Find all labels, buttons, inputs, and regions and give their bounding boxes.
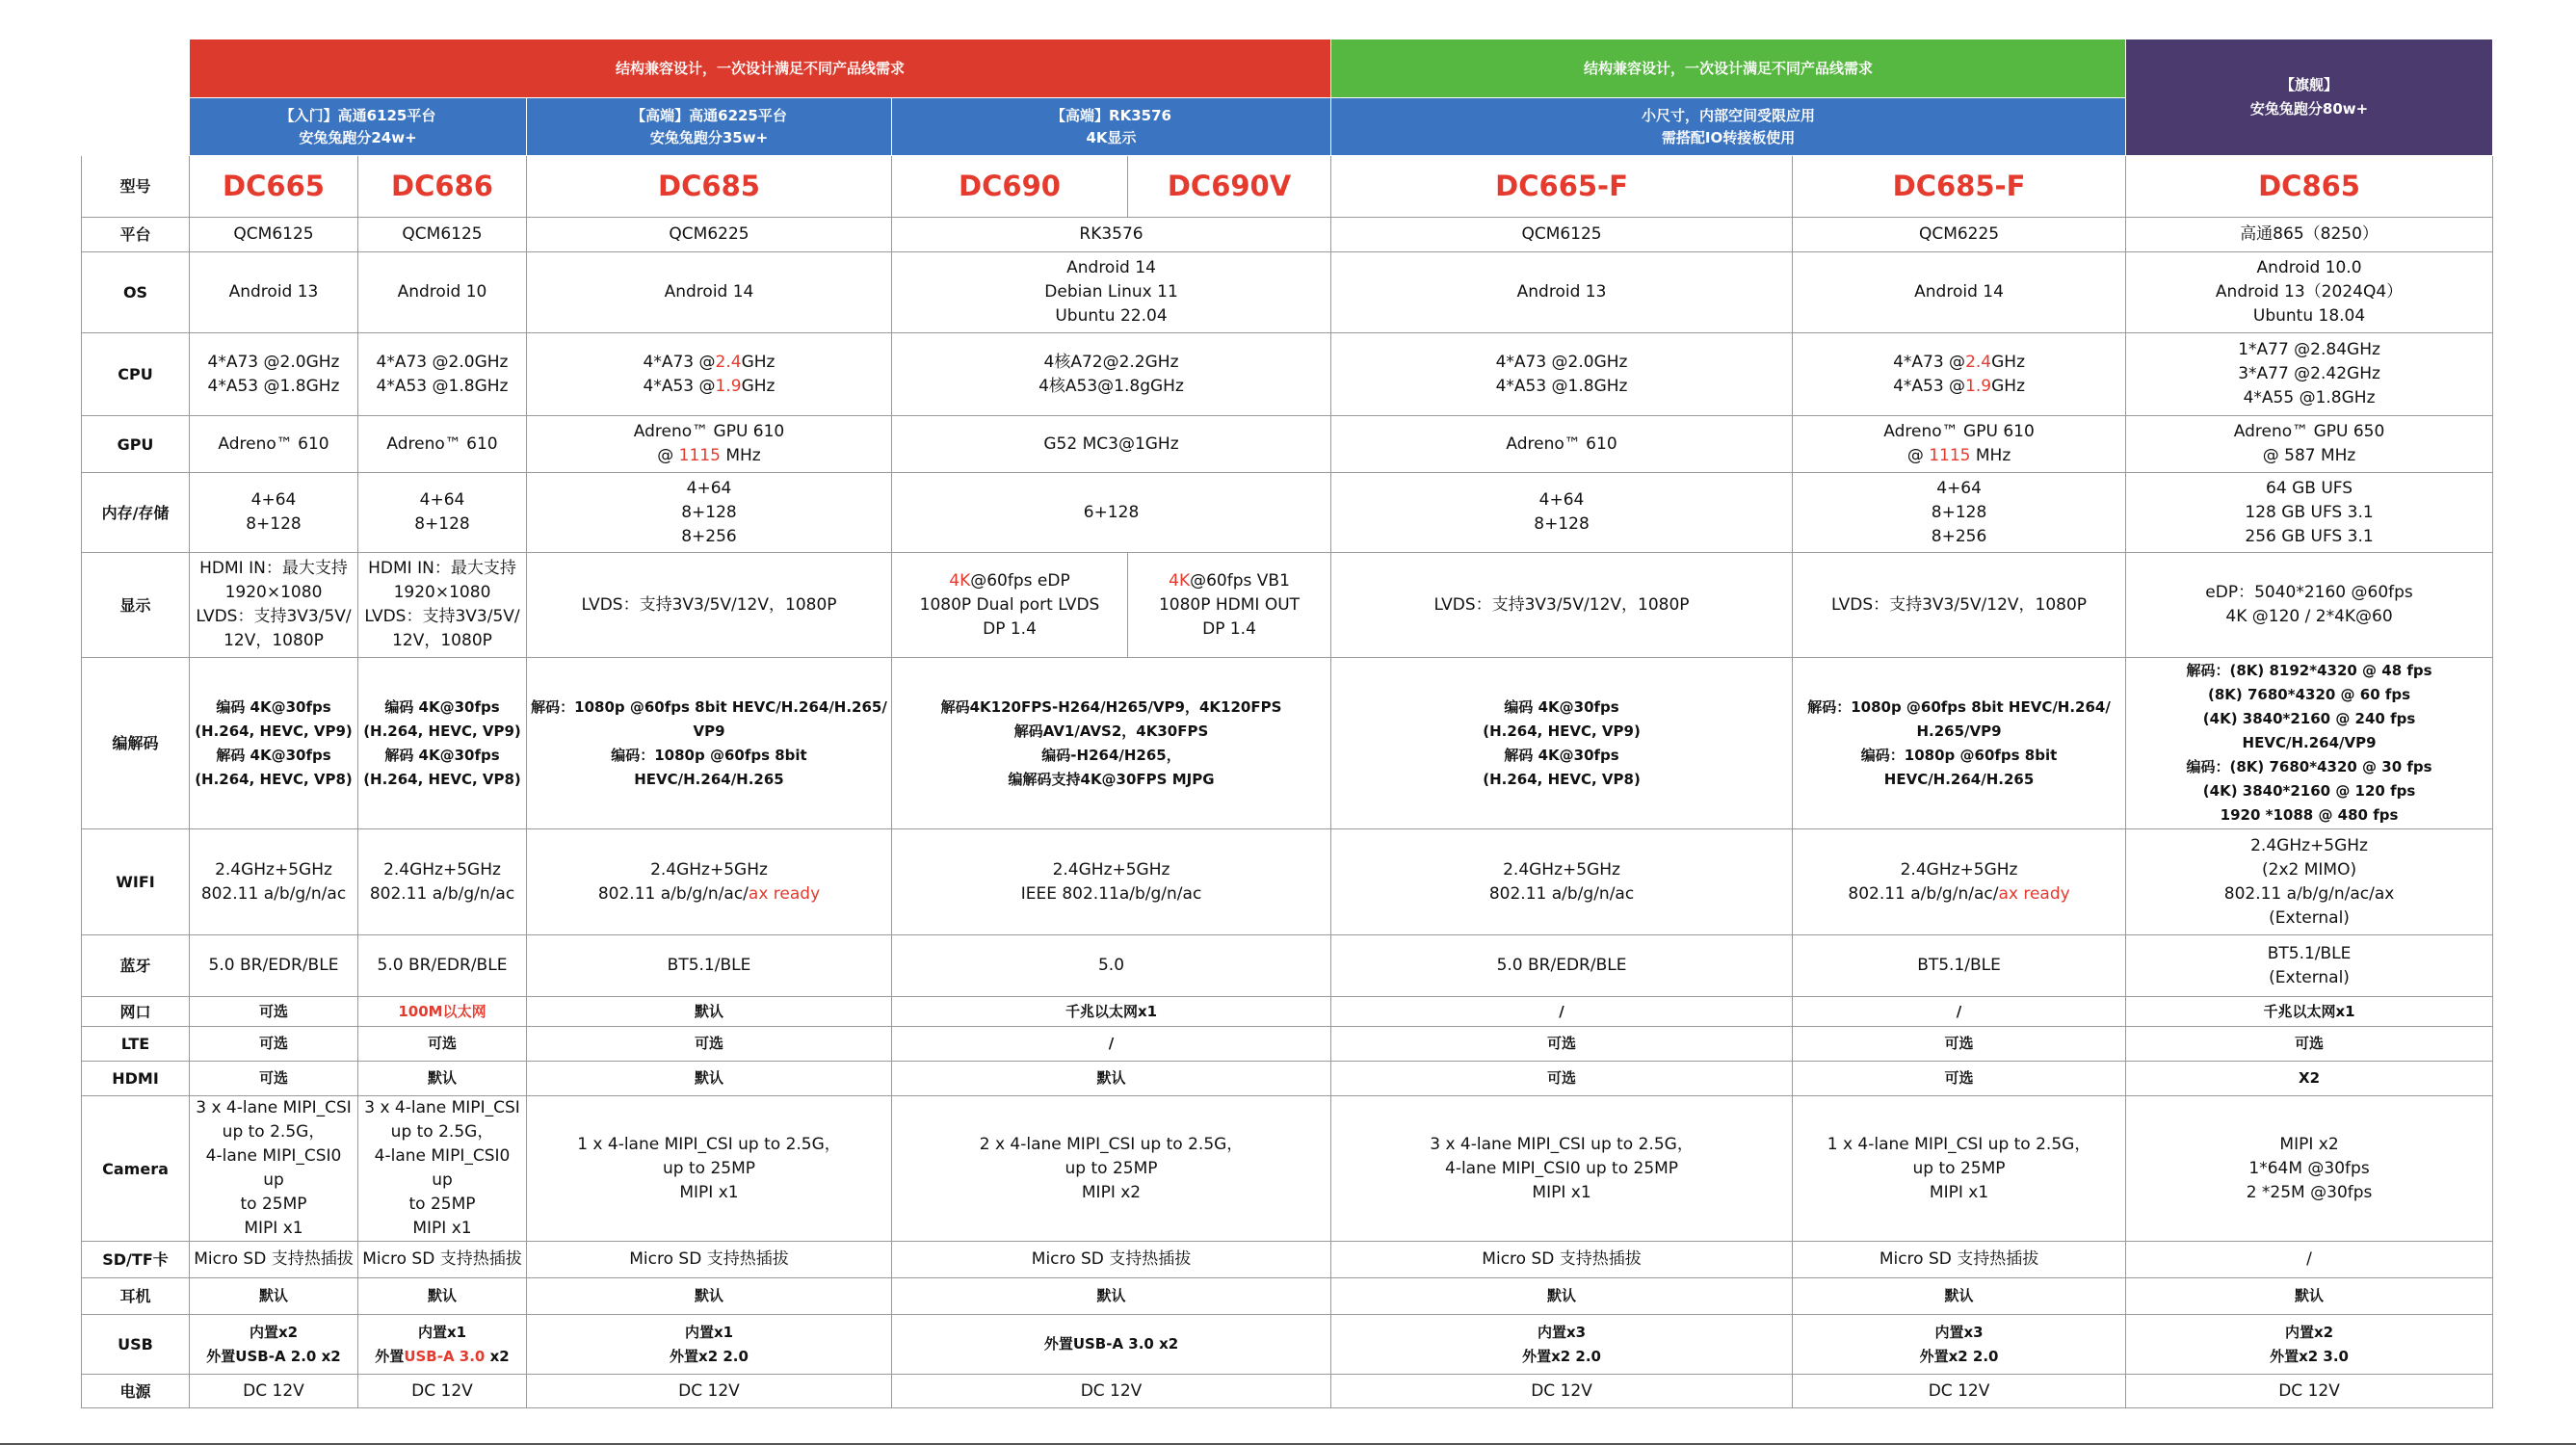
row-hdmi bbox=[82, 1062, 2493, 1096]
row-label-cpu: CPU bbox=[82, 333, 190, 416]
highlight-text: USB-A 3.0 bbox=[404, 1347, 486, 1365]
cell: DC 12V bbox=[527, 1375, 892, 1408]
text: 802.11 a/b/g/n/ac/ bbox=[1848, 883, 1999, 904]
cell: Micro SD 支持热插拔 bbox=[1793, 1242, 2126, 1278]
text: 2.4GHz+5GHz bbox=[1900, 859, 2018, 880]
cell: BT5.1/BLE bbox=[1793, 935, 2126, 997]
row-label-earphone: 耳机 bbox=[82, 1278, 190, 1315]
model-dc690v: DC690V bbox=[1128, 156, 1331, 218]
row-cpu bbox=[82, 333, 2493, 416]
text: @ bbox=[1906, 446, 1930, 465]
text: GHz bbox=[741, 376, 775, 396]
cell bbox=[1793, 416, 2126, 473]
cell: 4*A73 @2.0GHz 4*A53 @1.8GHz bbox=[1331, 333, 1793, 416]
row-earphone bbox=[82, 1278, 2493, 1315]
row-usb bbox=[82, 1315, 2493, 1375]
cell bbox=[358, 1315, 527, 1375]
row-label-bluetooth: 蓝牙 bbox=[82, 935, 190, 997]
cell: DC 12V bbox=[2126, 1375, 2493, 1408]
cell: 解码：(8K) 8192*4320 @ 48 fps (8K) 7680*4320 @ 60 fps (4K) 3840*2160 @ 240 fps HEVC/H.264/VP9 编码：(8K) 7680*4320 @ 30 fps (4K) 3840*2160 @ 120 fps 1920 *1088 @ 480 fps bbox=[2126, 658, 2493, 829]
cell: 4+64 8+128 bbox=[1331, 473, 1793, 553]
cell: BT5.1/BLE bbox=[527, 935, 892, 997]
row-ethernet bbox=[82, 997, 2493, 1027]
cell: 可选 bbox=[1793, 1027, 2126, 1062]
cell: 高通865（8250） bbox=[2126, 218, 2493, 252]
cell: 解码4K120FPS-H264/H265/VP9，4K120FPS 解码AV1/AVS2，4K30FPS 编码-H264/H265， 编解码支持4K@30FPS MJPG bbox=[892, 658, 1331, 829]
model-dc685: DC685 bbox=[527, 156, 892, 218]
row-label-sd: SD/TF卡 bbox=[82, 1242, 190, 1278]
text: x2 bbox=[485, 1347, 510, 1365]
model-dc685f: DC685-F bbox=[1793, 156, 2126, 218]
highlight-text: ax ready bbox=[748, 883, 821, 904]
spec-comparison-table bbox=[81, 39, 2493, 1408]
row-lte bbox=[82, 1027, 2493, 1062]
cell: Micro SD 支持热插拔 bbox=[527, 1242, 892, 1278]
highlight-text: 1115 bbox=[678, 446, 721, 465]
cell: 可选 bbox=[1331, 1027, 1793, 1062]
cell: 默认 bbox=[892, 1278, 1331, 1315]
text: 2.4GHz+5GHz bbox=[650, 859, 768, 880]
cell: Micro SD 支持热插拔 bbox=[358, 1242, 527, 1278]
highlight-text: 4K bbox=[949, 570, 971, 591]
text: 1080P Dual port LVDS DP 1.4 bbox=[919, 594, 1100, 639]
cell: BT5.1/BLE (External) bbox=[2126, 935, 2493, 997]
cell: Android 14 bbox=[527, 252, 892, 333]
row-label-codec: 编解码 bbox=[82, 658, 190, 829]
cell: Adreno™ 610 bbox=[190, 416, 358, 473]
row-label-gpu: GPU bbox=[82, 416, 190, 473]
row-sd bbox=[82, 1242, 2493, 1278]
cell: DC 12V bbox=[892, 1375, 1331, 1408]
text: MHz bbox=[720, 446, 761, 465]
cell: LVDS：支持3V3/5V/12V，1080P bbox=[1793, 553, 2126, 658]
cell: QCM6125 bbox=[358, 218, 527, 252]
cell: 内置x2 外置USB-A 2.0 x2 bbox=[190, 1315, 358, 1375]
cell bbox=[527, 416, 892, 473]
cell: 编码 4K@30fps (H.264, HEVC, VP9) 解码 4K@30fps (H.264, HEVC, VP8) bbox=[190, 658, 358, 829]
cell: DC 12V bbox=[190, 1375, 358, 1408]
cell: 6+128 bbox=[892, 473, 1331, 553]
cell bbox=[527, 829, 892, 935]
cell: 可选 bbox=[1331, 1062, 1793, 1096]
cell: 可选 bbox=[358, 1027, 527, 1062]
cell bbox=[1793, 333, 2126, 416]
cell: 内置x1 外置x2 2.0 bbox=[527, 1315, 892, 1375]
text: GHz bbox=[1991, 376, 2025, 396]
text: 802.11 a/b/g/n/ac/ bbox=[597, 883, 749, 904]
row-label-camera: Camera bbox=[82, 1096, 190, 1242]
text: 4*A53 @ bbox=[1893, 376, 1966, 396]
cell: 4核A72@2.2GHz 4核A53@1.8gGHz bbox=[892, 333, 1331, 416]
row-platform bbox=[82, 218, 2493, 252]
cell: eDP：5040*2160 @60fps 4K @120 / 2*4K@60 bbox=[2126, 553, 2493, 658]
cell: 1 x 4-lane MIPI_CSI up to 2.5G， up to 25MP MIPI x1 bbox=[527, 1096, 892, 1242]
row-wifi bbox=[82, 829, 2493, 935]
row-bluetooth bbox=[82, 935, 2493, 997]
cell: 1 x 4-lane MIPI_CSI up to 2.5G， up to 25MP MIPI x1 bbox=[1793, 1096, 2126, 1242]
highlight-text: 1115 bbox=[1929, 446, 1971, 465]
cell: LVDS：支持3V3/5V/12V，1080P bbox=[527, 553, 892, 658]
model-dc686: DC686 bbox=[358, 156, 527, 218]
cell: 千兆以太网x1 bbox=[2126, 997, 2493, 1027]
cell: 2.4GHz+5GHz IEEE 802.11a/b/g/n/ac bbox=[892, 829, 1331, 935]
row-codec bbox=[82, 658, 2493, 829]
cell: Android 10.0 Android 13（2024Q4） Ubuntu 18.04 bbox=[2126, 252, 2493, 333]
highlight-text: 2.4 bbox=[715, 352, 742, 372]
cell bbox=[1128, 553, 1331, 658]
cell: 默认 bbox=[527, 1062, 892, 1096]
cell: 内置x3 外置x2 2.0 bbox=[1331, 1315, 1793, 1375]
cell: 默认 bbox=[527, 997, 892, 1027]
cell: 解码：1080p @60fps 8bit HEVC/H.264/ H.265/VP9 编码：1080p @60fps 8bit HEVC/H.264/H.265 bbox=[1793, 658, 2126, 829]
cell: 4+64 8+128 8+256 bbox=[1793, 473, 2126, 553]
cell: 默认 bbox=[2126, 1278, 2493, 1315]
header-corner bbox=[82, 39, 190, 156]
cell: 可选 bbox=[190, 1062, 358, 1096]
model-dc690: DC690 bbox=[892, 156, 1128, 218]
row-label-wifi: WIFI bbox=[82, 829, 190, 935]
cell: 可选 bbox=[190, 1027, 358, 1062]
model-dc665: DC665 bbox=[190, 156, 358, 218]
cell: 默认 bbox=[190, 1278, 358, 1315]
row-os bbox=[82, 252, 2493, 333]
cell: 4+64 8+128 bbox=[190, 473, 358, 553]
highlight-text: 2.4 bbox=[1965, 352, 1992, 372]
cell: 2.4GHz+5GHz (2x2 MIMO) 802.11 a/b/g/n/ac/ax (External) bbox=[2126, 829, 2493, 935]
cell: HDMI IN：最大支持 1920×1080 LVDS：支持3V3/5V/ 12V，1080P bbox=[190, 553, 358, 658]
row-model bbox=[82, 156, 2493, 218]
row-label-platform: 平台 bbox=[82, 218, 190, 252]
cell: 4*A73 @2.0GHz 4*A53 @1.8GHz bbox=[190, 333, 358, 416]
cell: / bbox=[1331, 997, 1793, 1027]
cell: / bbox=[1793, 997, 2126, 1027]
row-label-memory: 内存/存储 bbox=[82, 473, 190, 553]
cell: 64 GB UFS 128 GB UFS 3.1 256 GB UFS 3.1 bbox=[2126, 473, 2493, 553]
cell: Adreno™ GPU 650 @ 587 MHz bbox=[2126, 416, 2493, 473]
cell: 4+64 8+128 8+256 bbox=[527, 473, 892, 553]
cell: 可选 bbox=[190, 997, 358, 1027]
row-gpu bbox=[82, 416, 2493, 473]
cell: Android 14 bbox=[1793, 252, 2126, 333]
cell: 2 x 4-lane MIPI_CSI up to 2.5G， up to 25MP MIPI x2 bbox=[892, 1096, 1331, 1242]
cell: 3 x 4-lane MIPI_CSI up to 2.5G， 4-lane MIPI_CSI0 up to 25MP MIPI x1 bbox=[190, 1096, 358, 1242]
cell: 5.0 bbox=[892, 935, 1331, 997]
cell: 2.4GHz+5GHz 802.11 a/b/g/n/ac bbox=[190, 829, 358, 935]
cell: Android 13 bbox=[190, 252, 358, 333]
cell: Adreno™ 610 bbox=[358, 416, 527, 473]
subheader-small-size: 小尺寸，内部空间受限应用 需搭配IO转接板使用 bbox=[1331, 98, 2126, 156]
group-header-flagship: 【旗舰】 安兔兔跑分80w+ bbox=[2126, 39, 2493, 156]
cell: 5.0 BR/EDR/BLE bbox=[190, 935, 358, 997]
text: 4*A73 @ bbox=[1893, 352, 1966, 372]
cell: 内置x2 外置x2 3.0 bbox=[2126, 1315, 2493, 1375]
model-dc865: DC865 bbox=[2126, 156, 2493, 218]
cell: 5.0 BR/EDR/BLE bbox=[358, 935, 527, 997]
subheader-high-6225: 【高端】高通6225平台 安兔兔跑分35w+ bbox=[527, 98, 892, 156]
cell: Micro SD 支持热插拔 bbox=[1331, 1242, 1793, 1278]
highlight-text: 1.9 bbox=[1965, 376, 1992, 396]
cell: 4+64 8+128 bbox=[358, 473, 527, 553]
cell: G52 MC3@1GHz bbox=[892, 416, 1331, 473]
highlight-text: ax ready bbox=[1998, 883, 2070, 904]
cell: HDMI IN：最大支持 1920×1080 LVDS：支持3V3/5V/ 12V，1080P bbox=[358, 553, 527, 658]
cell: 默认 bbox=[527, 1278, 892, 1315]
cell: 4*A73 @2.0GHz 4*A53 @1.8GHz bbox=[358, 333, 527, 416]
cell: MIPI x2 1*64M @30fps 2 *25M @30fps bbox=[2126, 1096, 2493, 1242]
cell: 默认 bbox=[892, 1062, 1331, 1096]
cell: QCM6225 bbox=[1793, 218, 2126, 252]
text: @60fps eDP bbox=[970, 570, 1070, 591]
cell: 可选 bbox=[1793, 1062, 2126, 1096]
text: GHz bbox=[1991, 352, 2025, 372]
row-label-usb: USB bbox=[82, 1315, 190, 1375]
subheader-high-rk3576: 【高端】RK3576 4K显示 bbox=[892, 98, 1331, 156]
row-label-power: 电源 bbox=[82, 1375, 190, 1408]
text: @60fps VB1 bbox=[1190, 570, 1290, 591]
cell: LVDS：支持3V3/5V/12V，1080P bbox=[1331, 553, 1793, 658]
highlight-text: 1.9 bbox=[715, 376, 742, 396]
text: @ bbox=[657, 446, 679, 465]
cell: QCM6125 bbox=[190, 218, 358, 252]
cell: 2.4GHz+5GHz 802.11 a/b/g/n/ac bbox=[1331, 829, 1793, 935]
cell: 内置x3 外置x2 2.0 bbox=[1793, 1315, 2126, 1375]
cell bbox=[1793, 829, 2126, 935]
cell: Android 10 bbox=[358, 252, 527, 333]
cell: 编码 4K@30fps (H.264, HEVC, VP9) 解码 4K@30fps (H.264, HEVC, VP8) bbox=[358, 658, 527, 829]
cell: QCM6125 bbox=[1331, 218, 1793, 252]
cell: DC 12V bbox=[1331, 1375, 1793, 1408]
cell: 1*A77 @2.84GHz 3*A77 @2.42GHz 4*A55 @1.8GHz bbox=[2126, 333, 2493, 416]
text: 1080P HDMI OUT DP 1.4 bbox=[1158, 594, 1301, 639]
row-label-display: 显示 bbox=[82, 553, 190, 658]
text: Adreno™ GPU 610 bbox=[1883, 422, 2035, 441]
row-label-model: 型号 bbox=[82, 156, 190, 218]
row-camera bbox=[82, 1096, 2493, 1242]
cell: DC 12V bbox=[358, 1375, 527, 1408]
row-label-os: OS bbox=[82, 252, 190, 333]
cell: 3 x 4-lane MIPI_CSI up to 2.5G， 4-lane MIPI_CSI0 up to 25MP MIPI x1 bbox=[1331, 1096, 1793, 1242]
row-label-lte: LTE bbox=[82, 1027, 190, 1062]
model-dc665f: DC665-F bbox=[1331, 156, 1793, 218]
text: Adreno™ GPU 610 bbox=[633, 422, 785, 441]
cell: 可选 bbox=[527, 1027, 892, 1062]
group-header-red: 结构兼容设计，一次设计满足不同产品线需求 bbox=[190, 39, 1331, 98]
row-label-hdmi: HDMI bbox=[82, 1062, 190, 1096]
row-power bbox=[82, 1375, 2493, 1408]
text: 4*A73 @ bbox=[643, 352, 716, 372]
cell: 5.0 BR/EDR/BLE bbox=[1331, 935, 1793, 997]
text: 内置x1 bbox=[417, 1323, 467, 1341]
cell: 默认 bbox=[358, 1278, 527, 1315]
cell: Android 14 Debian Linux 11 Ubuntu 22.04 bbox=[892, 252, 1331, 333]
cell: 默认 bbox=[1793, 1278, 2126, 1315]
cell: 3 x 4-lane MIPI_CSI up to 2.5G， 4-lane MIPI_CSI0 up to 25MP MIPI x1 bbox=[358, 1096, 527, 1242]
text: 外置 bbox=[375, 1347, 405, 1365]
cell: 100M以太网 bbox=[358, 997, 527, 1027]
group-header-green: 结构兼容设计，一次设计满足不同产品线需求 bbox=[1331, 39, 2126, 98]
text: GHz bbox=[741, 352, 775, 372]
cell: 默认 bbox=[358, 1062, 527, 1096]
text: MHz bbox=[1970, 446, 2011, 465]
cell: QCM6225 bbox=[527, 218, 892, 252]
cell: RK3576 bbox=[892, 218, 1331, 252]
highlight-text: 4K bbox=[1169, 570, 1191, 591]
cell: Micro SD 支持热插拔 bbox=[892, 1242, 1331, 1278]
row-memory bbox=[82, 473, 2493, 553]
cell: 解码：1080p @60fps 8bit HEVC/H.264/H.265/ VP9 编码：1080p @60fps 8bit HEVC/H.264/H.265 bbox=[527, 658, 892, 829]
cell: 千兆以太网x1 bbox=[892, 997, 1331, 1027]
cell: / bbox=[2126, 1242, 2493, 1278]
cell bbox=[527, 333, 892, 416]
cell: X2 bbox=[2126, 1062, 2493, 1096]
row-label-ethernet: 网口 bbox=[82, 997, 190, 1027]
cell: 2.4GHz+5GHz 802.11 a/b/g/n/ac bbox=[358, 829, 527, 935]
cell: / bbox=[892, 1027, 1331, 1062]
cell: 编码 4K@30fps (H.264, HEVC, VP9) 解码 4K@30fps (H.264, HEVC, VP8) bbox=[1331, 658, 1793, 829]
cell: 可选 bbox=[2126, 1027, 2493, 1062]
cell: Micro SD 支持热插拔 bbox=[190, 1242, 358, 1278]
cell bbox=[892, 553, 1128, 658]
row-display bbox=[82, 553, 2493, 658]
subheader-entry: 【入门】高通6125平台 安兔兔跑分24w+ bbox=[190, 98, 527, 156]
cell: 外置USB-A 3.0 x2 bbox=[892, 1315, 1331, 1375]
cell: Android 13 bbox=[1331, 252, 1793, 333]
cell: Adreno™ 610 bbox=[1331, 416, 1793, 473]
text: 4*A53 @ bbox=[643, 376, 716, 396]
cell: 默认 bbox=[1331, 1278, 1793, 1315]
cell: DC 12V bbox=[1793, 1375, 2126, 1408]
